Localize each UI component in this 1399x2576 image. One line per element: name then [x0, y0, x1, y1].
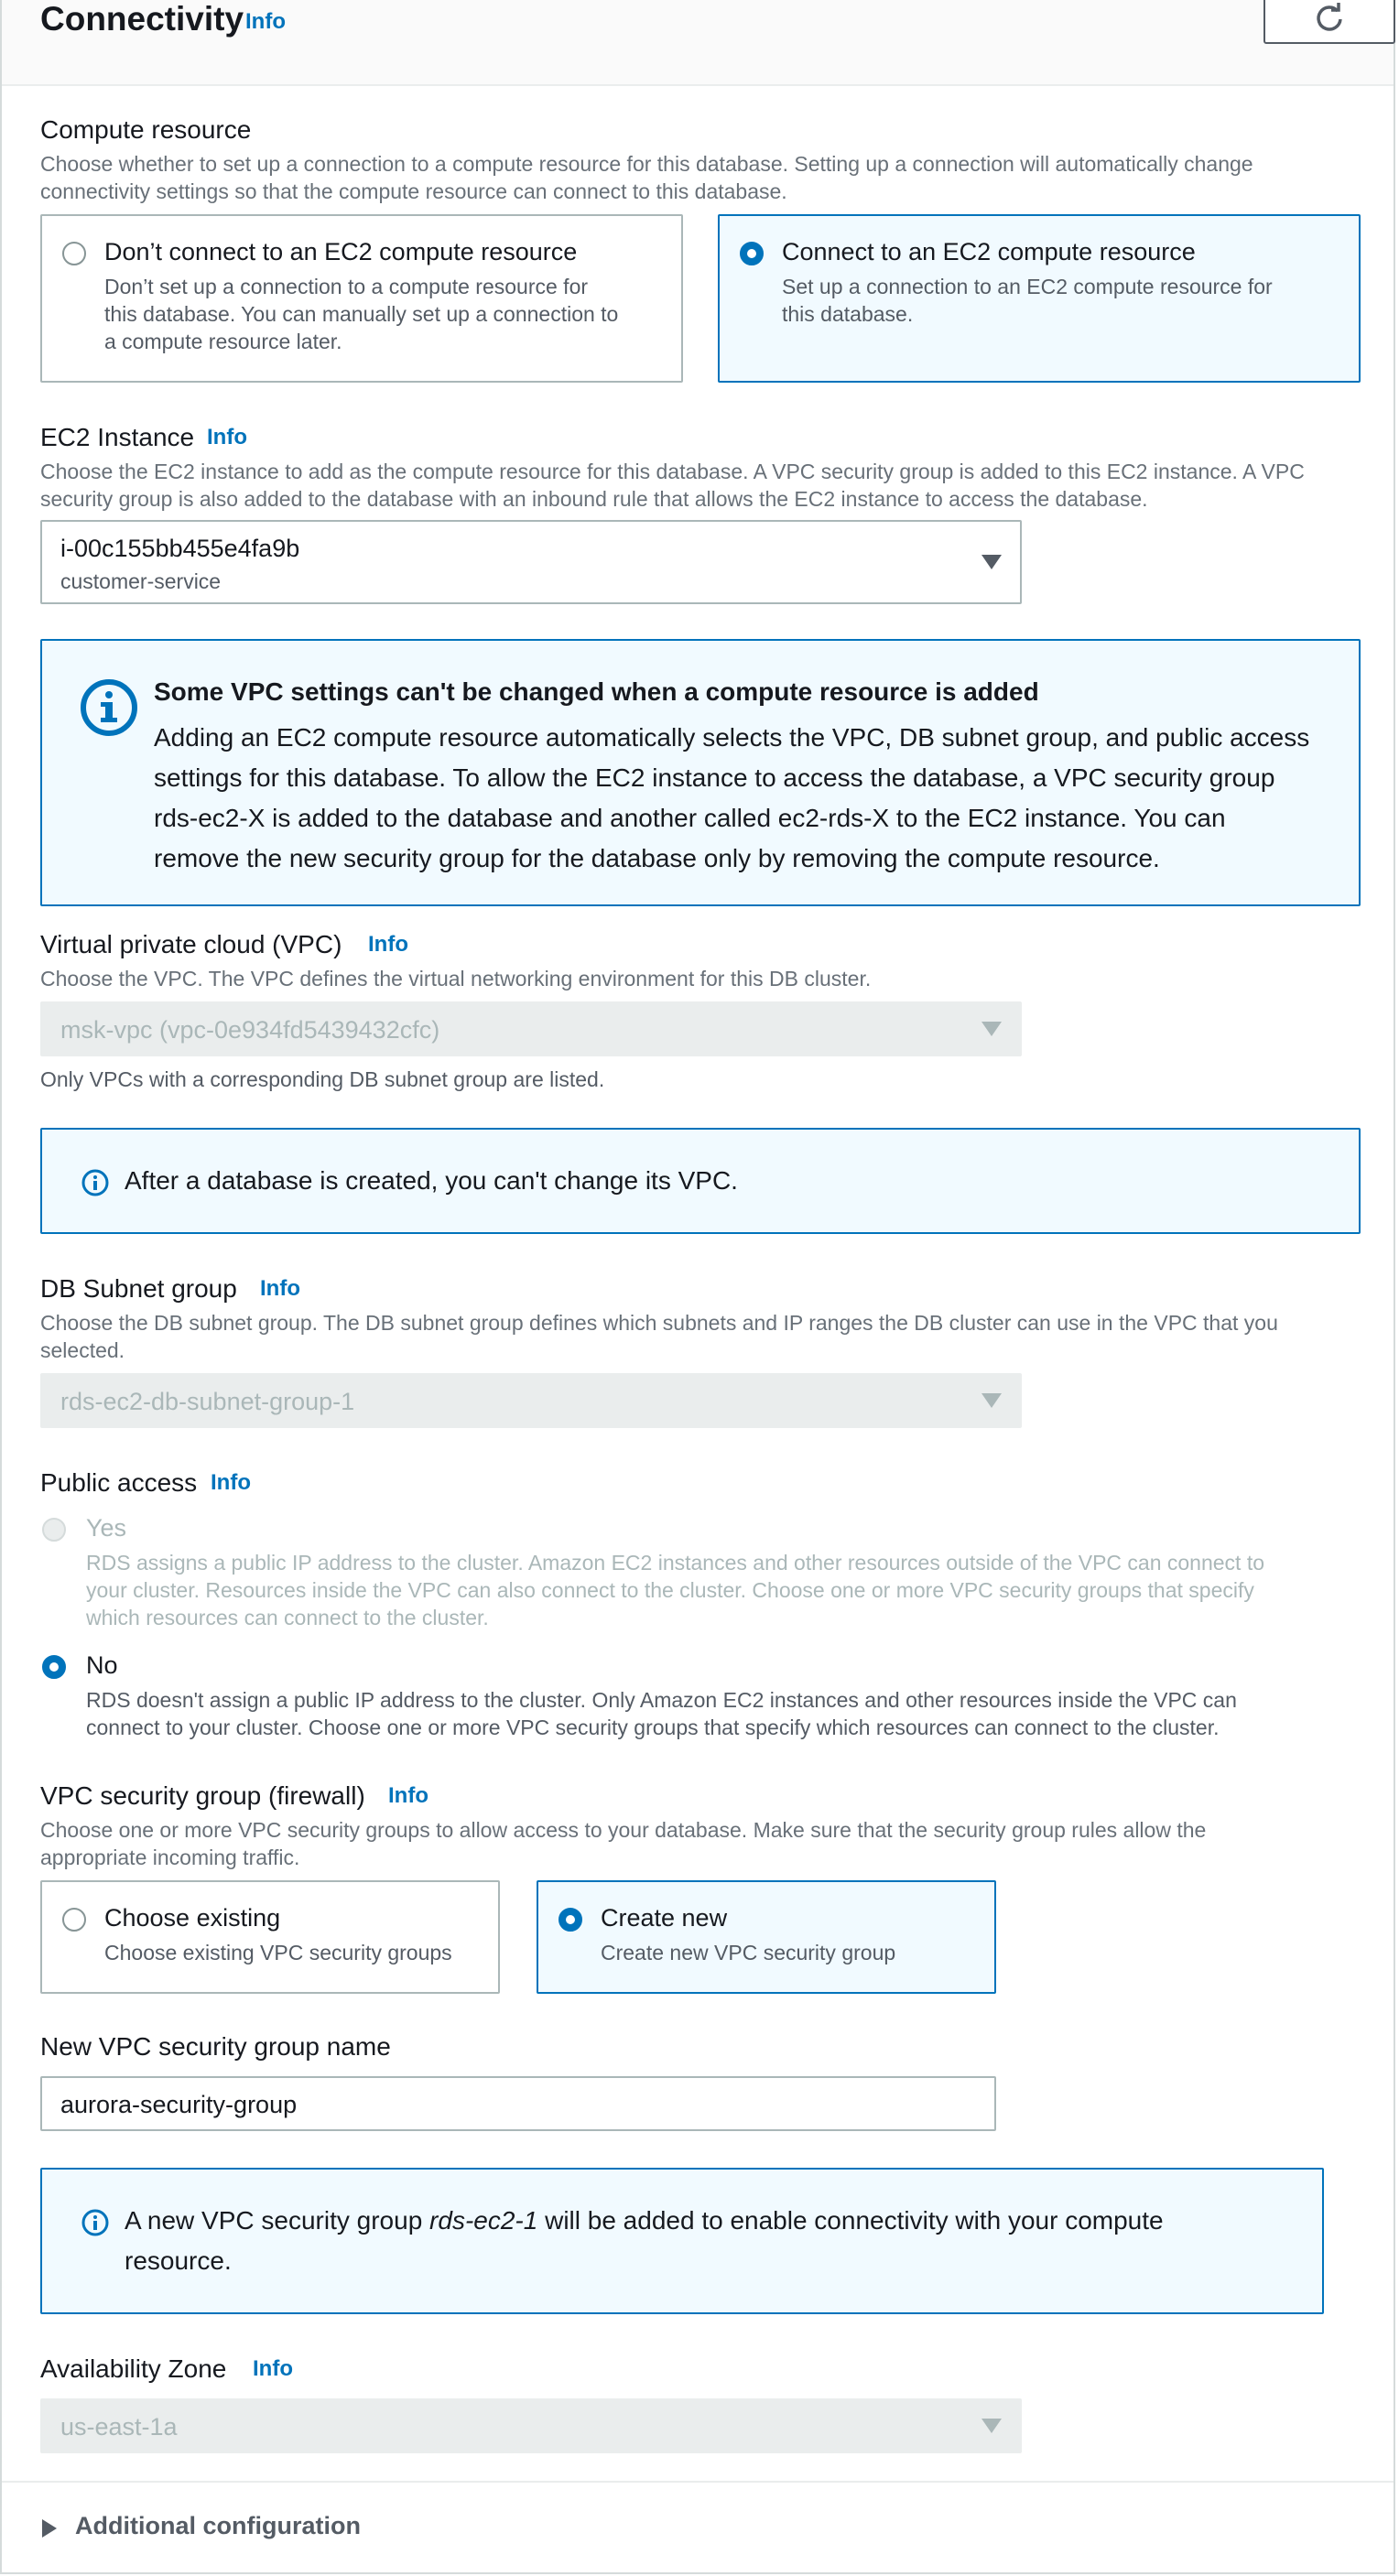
- ec2-instance-sub: customer-service: [60, 569, 222, 593]
- connect-ec2-radio[interactable]: [740, 242, 764, 265]
- chevron-down-icon: [981, 555, 1002, 569]
- sg-alert-line-1: [125, 2206, 1164, 2235]
- info-link[interactable]: Info: [245, 9, 286, 34]
- sg-name-value: aurora-security-group: [60, 2091, 298, 2118]
- alert-title: Some VPC settings can't be changed when a compute resource is added: [154, 677, 1039, 706]
- sg-info-link[interactable]: Info: [388, 1783, 428, 1808]
- no-ec2-desc-3: a compute resource later.: [104, 330, 342, 353]
- compute-resource-desc: Choose whether to set up a connection to a compute resource for this database. Setting up a connection will automatically change: [40, 152, 1253, 176]
- az-label: Availability Zone: [40, 2354, 227, 2383]
- sg-alert-group-name: rds-ec2-1: [429, 2206, 538, 2235]
- chevron-down-icon: [981, 2419, 1002, 2433]
- additional-configuration-toggle[interactable]: [40, 2510, 407, 2547]
- no-ec2-connection-tile[interactable]: [40, 214, 683, 383]
- public-info-link[interactable]: Info: [211, 1470, 251, 1495]
- sg-name-input[interactable]: [40, 2076, 996, 2131]
- ec2-info-link[interactable]: Info: [207, 425, 247, 449]
- alert-line-1: Adding an EC2 compute resource automatically selects the VPC, DB subnet group, and public access: [154, 723, 1310, 752]
- sg-desc-1: Choose one or more VPC security groups to allow access to your database. Make sure that the security group rules allow the: [40, 1818, 1207, 1842]
- connect-ec2-desc-1: Set up a connection to an EC2 compute resource for: [782, 275, 1273, 298]
- public-access-label: Public access: [40, 1468, 198, 1497]
- subnet-select: [40, 1373, 1022, 1428]
- ec2-instance-select[interactable]: [40, 520, 1022, 604]
- ec2-desc-1: Choose the EC2 instance to add as the compute resource for this database. A VPC security group is added to this EC2 instance. A VPC: [40, 460, 1305, 483]
- vpc-label: Virtual private cloud (VPC): [40, 930, 342, 958]
- vpc-info-link[interactable]: Info: [368, 932, 408, 957]
- choose-existing-tile[interactable]: [40, 1880, 500, 1994]
- no-ec2-title: Don’t connect to an EC2 compute resource: [104, 238, 578, 265]
- compute-resource-label: Compute resource: [40, 115, 252, 144]
- no-ec2-radio[interactable]: [62, 242, 86, 265]
- info-icon: [81, 2208, 110, 2237]
- info-icon: [81, 1168, 110, 1197]
- public-no-desc-2: connect to your cluster. Choose one or more VPC security groups that specify which resources can connect to the cluster.: [86, 1716, 1220, 1739]
- alert-line-3: rds-ec2-X is added to the database and another called ec2-rds-X to the EC2 instance. You can: [154, 804, 1226, 832]
- create-new-radio[interactable]: [559, 1908, 582, 1932]
- public-yes-desc-2: your cluster. Resources inside the VPC can also connect to the cluster. Choose one or more VPC security groups that specify: [86, 1578, 1254, 1602]
- info-icon: [79, 677, 139, 738]
- page-title: Connectivity: [40, 0, 244, 38]
- sg-alert-line-2: resource.: [125, 2246, 232, 2275]
- connect-ec2-title: Connect to an EC2 compute resource: [782, 238, 1196, 265]
- sg-desc-2: appropriate incoming traffic.: [40, 1845, 300, 1869]
- vpc-value: msk-vpc (vpc-0e934fd5439432cfc): [60, 1016, 440, 1044]
- public-yes-radio: [42, 1518, 66, 1542]
- no-ec2-desc-1: Don’t set up a connection to a compute resource for: [104, 275, 589, 298]
- subnet-info-link[interactable]: Info: [260, 1276, 300, 1301]
- vpc-alert: [40, 1128, 1361, 1234]
- create-new-desc: Create new VPC security group: [601, 1941, 896, 1964]
- create-new-tile[interactable]: [537, 1880, 996, 1994]
- additional-configuration-label: Additional configuration: [75, 2512, 361, 2539]
- subnet-desc-1: Choose the DB subnet group. The DB subnet group defines which subnets and IP ranges the DB cluster can use in the VPC that you: [40, 1311, 1278, 1335]
- caret-right-icon: [42, 2519, 57, 2538]
- choose-existing-radio[interactable]: [62, 1908, 86, 1932]
- public-yes-title: Yes: [86, 1514, 127, 1542]
- ec2-instance-label: EC2 Instance: [40, 423, 195, 451]
- panel-header: [2, 0, 1394, 86]
- connect-ec2-tile[interactable]: [718, 214, 1361, 383]
- public-no-desc-1: RDS doesn't assign a public IP address to the cluster. Only Amazon EC2 instances and other resources inside the VPC can: [86, 1688, 1237, 1712]
- create-new-title: Create new: [601, 1904, 728, 1932]
- ec2-instance-value: i-00c155bb455e4fa9b: [60, 535, 300, 562]
- alert-line-2: settings for this database. To allow the EC2 instance to access the database, a VPC security group: [154, 763, 1275, 792]
- sg-name-label: New VPC security group name: [40, 2032, 391, 2061]
- az-select: [40, 2398, 1022, 2453]
- vpc-alert-text: After a database is created, you can't change its VPC.: [125, 1166, 738, 1195]
- subnet-desc-2: selected.: [40, 1338, 125, 1362]
- choose-existing-title: Choose existing: [104, 1904, 281, 1932]
- compute-resource-desc-2: connectivity settings so that the compute resource can connect to this database.: [40, 179, 787, 203]
- vpc-hint: Only VPCs with a corresponding DB subnet group are listed.: [40, 1067, 605, 1091]
- public-yes-desc-3: which resources can connect to the cluster.: [86, 1606, 489, 1629]
- vpc-select: [40, 1001, 1022, 1056]
- no-ec2-desc-2: this database. You can manually set up a connection to: [104, 302, 619, 326]
- connect-ec2-desc-2: this database.: [782, 302, 914, 326]
- sg-alert-post: will be added to enable connectivity with your compute: [537, 2206, 1164, 2235]
- sg-alert-pre: A new VPC security group: [125, 2206, 430, 2235]
- subnet-label: DB Subnet group: [40, 1274, 237, 1303]
- az-value: us-east-1a: [60, 2413, 178, 2441]
- subnet-value: rds-ec2-db-subnet-group-1: [60, 1388, 355, 1415]
- vpc-desc: Choose the VPC. The VPC defines the virtual networking environment for this DB cluster.: [40, 967, 872, 990]
- choose-existing-desc: Choose existing VPC security groups: [104, 1941, 452, 1964]
- az-info-link[interactable]: Info: [253, 2356, 293, 2381]
- public-yes-desc-1: RDS assigns a public IP address to the cluster. Amazon EC2 instances and other resources outside of the VPC can connect to: [86, 1551, 1265, 1575]
- chevron-down-icon: [981, 1022, 1002, 1036]
- security-group-label: VPC security group (firewall): [40, 1781, 365, 1810]
- refresh-button[interactable]: [1263, 0, 1395, 44]
- chevron-down-icon: [981, 1393, 1002, 1408]
- ec2-desc-2: security group is also added to the database with an inbound rule that allows the EC2 instance to access the database.: [40, 487, 1148, 511]
- compute-resource-alert: [40, 639, 1361, 906]
- sg-alert: [40, 2168, 1324, 2314]
- public-no-title: No: [86, 1651, 118, 1679]
- divider: [2, 2481, 1394, 2483]
- alert-line-4: remove the new security group for the database only by removing the compute resource.: [154, 844, 1160, 872]
- public-no-radio[interactable]: [42, 1655, 66, 1679]
- refresh-icon: [1312, 2, 1347, 37]
